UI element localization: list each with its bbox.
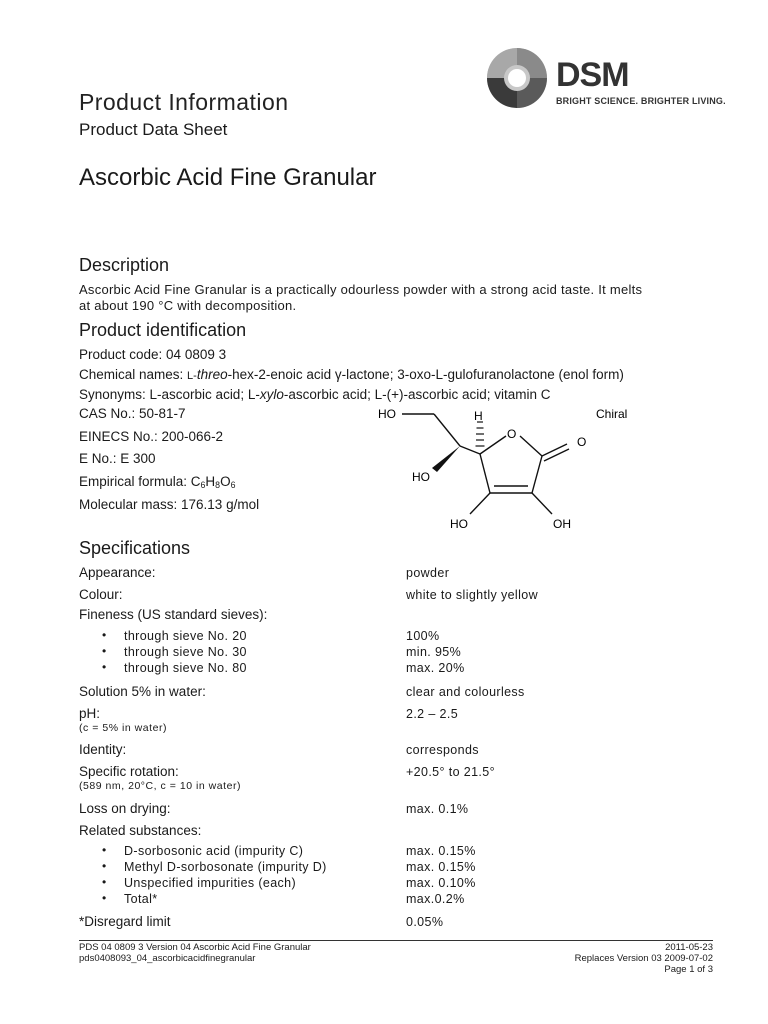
bullet-icon: • <box>102 843 107 857</box>
bullet-icon: • <box>102 875 107 889</box>
empirical-formula <box>79 474 235 490</box>
spec-appearance-value: powder <box>406 566 450 580</box>
page-heading: Product Information <box>79 89 289 115</box>
formula-c: C <box>190 474 201 489</box>
formula-o: O <box>220 474 231 489</box>
footer-replaces: Replaces Version 03 2009-07-02 <box>574 953 713 964</box>
impurity-unspecified-label: Unspecified impurities (each) <box>124 876 297 890</box>
footer-date: 2011-05-23 <box>665 942 713 953</box>
spec-related-label: Related substances: <box>79 823 202 838</box>
label-ho-side: HO <box>412 470 430 484</box>
e-number: E No.: E 300 <box>79 451 156 466</box>
label-ring-o: O <box>507 427 517 441</box>
formula-label: Empirical formula: <box>79 474 191 489</box>
formula-h-count: 8 <box>215 479 221 490</box>
bond-c3-c4 <box>480 454 490 493</box>
sieve-80-value: max. 20% <box>406 661 465 675</box>
bullet-icon: • <box>102 660 107 674</box>
specifications-heading: Specifications <box>79 538 191 558</box>
bullet-icon: • <box>102 891 107 905</box>
spec-ph-value: 2.2 – 2.5 <box>406 707 459 721</box>
formula-h: H <box>205 474 216 489</box>
chemical-names-label: Chemical names: <box>79 367 188 382</box>
spec-fineness-label: Fineness (US standard sieves): <box>79 607 268 622</box>
synonyms-part-a: L-ascorbic acid; L- <box>149 387 260 402</box>
sieve-80-label: through sieve No. 80 <box>124 661 247 675</box>
impurity-d-value: max. 0.15% <box>406 860 476 874</box>
sieve-30-value: min. 95% <box>406 645 462 659</box>
description-heading: Description <box>79 255 170 275</box>
chemical-names-rest: -hex-2-enoic acid γ-lactone; 3-oxo-L-gulofuranolactone (enol form) <box>227 367 624 382</box>
impurity-d-label: Methyl D-sorbosonate (impurity D) <box>124 860 327 874</box>
bond-c2-oh <box>532 493 552 514</box>
formula-o-count: 6 <box>230 479 236 490</box>
label-h: H <box>474 409 483 423</box>
impurity-total-value: max.0.2% <box>406 892 465 906</box>
sieve-20-value: 100% <box>406 629 440 643</box>
bond-c3-oh <box>470 493 490 514</box>
spec-rotation-label: Specific rotation: <box>79 764 179 779</box>
impurity-unspecified-value: max. 0.10% <box>406 876 476 890</box>
chemical-names <box>79 367 624 382</box>
impurity-c-label: D-sorbosonic acid (impurity C) <box>124 844 304 858</box>
spec-rotation-value: +20.5° to 21.5° <box>406 765 495 779</box>
bond-c1-carbonyl-a <box>542 444 567 456</box>
impurity-total-label: Total* <box>124 892 158 906</box>
spec-ph-note: (c = 5% in water) <box>79 722 167 734</box>
chemical-names-threo: threo <box>196 367 228 382</box>
spec-identity-value: corresponds <box>406 743 479 757</box>
spec-loss-label: Loss on drying: <box>79 801 171 816</box>
description-line-1: Ascorbic Acid Fine Granular is a practically odourless powder with a strong acid taste. It melts <box>79 282 643 297</box>
bond-c1-c2 <box>532 456 542 493</box>
bullet-icon: • <box>102 628 107 642</box>
bullet-icon: • <box>102 644 107 658</box>
spec-appearance-label: Appearance: <box>79 565 156 580</box>
label-oh-bottom: OH <box>553 517 571 531</box>
label-chiral: Chiral <box>596 407 628 421</box>
sieve-30-label: through sieve No. 30 <box>124 645 247 659</box>
dsm-logo-mark-icon <box>484 42 554 112</box>
logo-tagline: BRIGHT SCIENCE. BRIGHTER LIVING. <box>556 96 726 106</box>
product-title: Ascorbic Acid Fine Granular <box>79 164 377 191</box>
spec-disregard-label: *Disregard limit <box>79 914 171 929</box>
structure-diagram <box>370 400 640 540</box>
bullet-icon: • <box>102 859 107 873</box>
footer-page-number: Page 1 of 3 <box>664 964 713 975</box>
spec-solution-label: Solution 5% in water: <box>79 684 206 699</box>
spec-solution-value: clear and colourless <box>406 685 525 699</box>
molecular-mass: Molecular mass: 176.13 g/mol <box>79 497 260 512</box>
sieve-20-label: through sieve No. 20 <box>124 629 247 643</box>
footer-document-id: PDS 04 0809 3 Version 04 Ascorbic Acid Fine Granular <box>79 942 311 953</box>
spec-colour-label: Colour: <box>79 587 123 602</box>
spec-disregard-value: 0.05% <box>406 915 444 929</box>
spec-rotation-note: (589 nm, 20°C, c = 10 in water) <box>79 780 241 792</box>
spec-identity-label: Identity: <box>79 742 127 757</box>
identification-heading: Product identification <box>79 320 247 340</box>
description-line-2: at about 190 °C with decomposition. <box>79 298 297 313</box>
spec-ph-label: pH: <box>79 706 101 721</box>
cas-number: CAS No.: 50-81-7 <box>79 406 186 421</box>
label-ho-top: HO <box>378 407 396 421</box>
bond-ch2-ch <box>434 414 460 446</box>
bond-ch-c4 <box>460 446 480 454</box>
page-subheading: Product Data Sheet <box>79 120 228 139</box>
synonyms-part-b: -ascorbic acid; L-(+)-ascorbic acid; vitamin C <box>283 387 551 402</box>
logo-wordmark: DSM <box>556 56 629 94</box>
footer-filename: pds0408093_04_ascorbicacidfinegranular <box>79 953 256 964</box>
spec-loss-value: max. 0.1% <box>406 802 469 816</box>
spec-colour-value: white to slightly yellow <box>406 588 538 602</box>
impurity-c-value: max. 0.15% <box>406 844 476 858</box>
bond-c1-carbonyl-b <box>544 449 569 461</box>
label-carbonyl-o: O <box>577 435 587 449</box>
bond-c4-o <box>480 436 506 454</box>
footer-divider <box>79 940 713 941</box>
synonyms-label: Synonyms: <box>79 387 150 402</box>
product-code: Product code: 04 0809 3 <box>79 347 227 362</box>
bond-o-c1 <box>520 436 542 456</box>
label-ho-bottom: HO <box>450 517 468 531</box>
einecs-number: EINECS No.: 200-066-2 <box>79 429 224 444</box>
chemical-names-prefix: L- <box>187 370 197 382</box>
synonyms-xylo: xylo <box>259 387 284 402</box>
formula-c-count: 6 <box>200 479 206 490</box>
wedge-bond <box>432 446 460 472</box>
